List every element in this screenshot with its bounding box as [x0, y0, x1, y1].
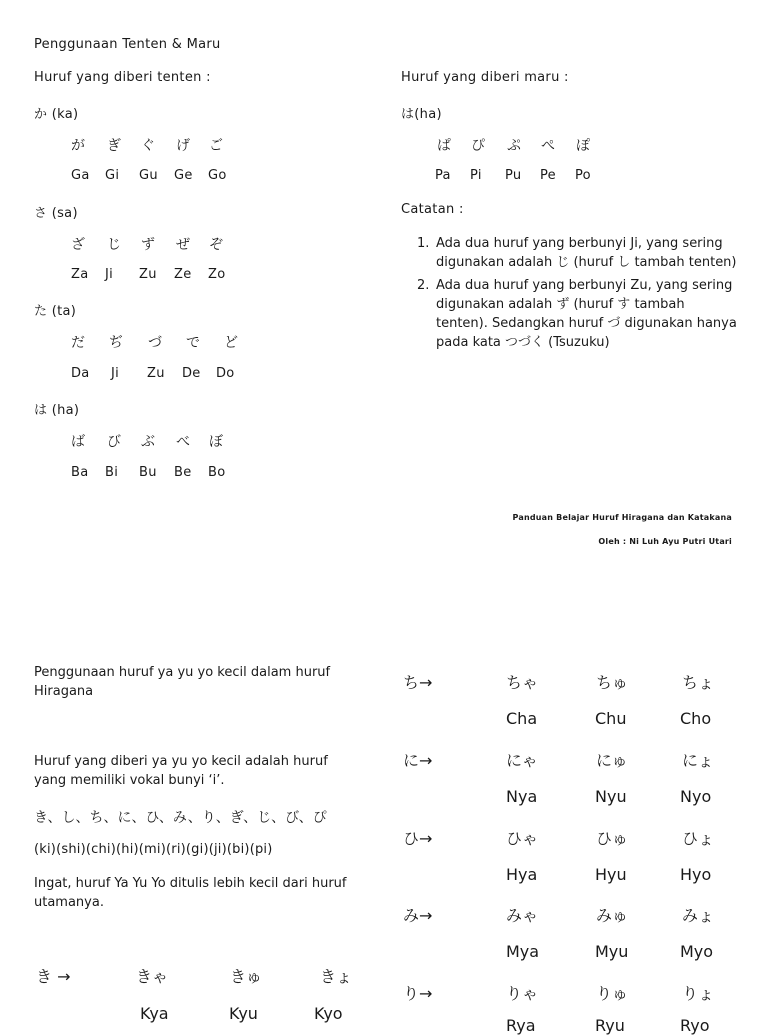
romaji-row — [0, 465, 400, 485]
yoon-kana: ちゅ — [596, 673, 629, 692]
yoon-kana: ひゃ — [506, 829, 539, 848]
romaji-row — [0, 168, 768, 188]
credit-title: Panduan Belajar Huruf Hiragana dan Katakana — [512, 513, 732, 522]
yoon-romaji: Ryo — [680, 1016, 710, 1035]
yoon-romaji: Nyo — [680, 787, 712, 806]
romaji-cell: Zu — [147, 366, 165, 381]
romaji-cell: Ji — [111, 366, 120, 381]
base-kana-arrow: ひ→ — [403, 829, 433, 848]
note-text: Ada dua huruf yang berbunyi Ji, yang sering digunakan adalah じ (huruf し tambah tenten) — [436, 236, 737, 270]
base-kana-arrow: き → — [36, 967, 71, 986]
yoon-romaji: Mya — [506, 942, 540, 961]
romaji-cell: Gi — [105, 168, 120, 183]
kana-cell: ぞ — [209, 237, 223, 253]
kana-row — [0, 234, 400, 254]
reminder-paragraph: Ingat, huruf Ya Yu Yo ditulis lebih kecil dari huruf utamanya. — [34, 876, 347, 910]
yoon-romaji: Cha — [506, 709, 538, 728]
base-kana-arrow: に→ — [403, 751, 433, 770]
yoon-kana: ひょ — [682, 829, 715, 848]
note-item — [417, 234, 737, 272]
yoon-romaji: Nyu — [595, 787, 627, 806]
romaji-cell: Ga — [71, 168, 90, 183]
romaji-cell: Go — [208, 168, 227, 183]
kana-cell: で — [186, 335, 200, 351]
romaji-cell: Bu — [139, 465, 157, 480]
yoon-kana: にょ — [682, 751, 714, 770]
notes-list — [417, 234, 737, 356]
yoon-kana: にゃ — [506, 751, 538, 770]
romaji-row — [0, 366, 400, 386]
kana-cell: ざ — [71, 237, 85, 253]
romaji-cell: Bo — [208, 465, 226, 480]
romaji-cell: Ze — [174, 267, 192, 282]
base-kana-arrow: み→ — [403, 906, 433, 925]
romaji-row — [0, 267, 400, 287]
kana-cell: ば — [71, 434, 85, 450]
romaji-cell: Do — [216, 366, 235, 381]
kana-cell: げ — [176, 138, 190, 154]
kana-row — [0, 431, 400, 451]
credit-author: Oleh : Ni Luh Ayu Putri Utari — [598, 537, 732, 546]
kana-cell: ぴ — [471, 138, 485, 154]
yoon-romaji: Nya — [506, 787, 538, 806]
kana-cell: だ — [71, 335, 85, 351]
romaji-cell: Be — [174, 465, 192, 480]
kana-cell: が — [71, 138, 85, 154]
note-number: 1. — [417, 236, 430, 251]
document-page-2 — [0, 640, 768, 1035]
yoon-romaji: Hyo — [680, 865, 712, 884]
yoon-romaji: Hya — [506, 865, 538, 884]
yoon-kana: にゅ — [596, 751, 628, 770]
tenten-heading: Huruf yang diberi tenten : — [34, 70, 211, 85]
romaji-cell: Ge — [174, 168, 193, 183]
kana-list: き、し、ち、に、ひ、み、り、ぎ、じ、び、ぴ — [34, 810, 327, 826]
kana-row — [0, 135, 768, 155]
kana-cell: ぷ — [507, 138, 521, 154]
romaji-cell: Zu — [139, 267, 157, 282]
romaji-cell: Zo — [208, 267, 226, 282]
yoon-kana: きゃ — [136, 967, 169, 986]
kana-cell: ぱ — [437, 138, 451, 154]
yoon-romaji: Hyu — [595, 865, 627, 884]
romaji-cell: Ji — [105, 267, 114, 282]
yoon-romaji: Kyo — [314, 1004, 343, 1023]
note-item — [417, 276, 737, 352]
kana-cell: ぶ — [141, 434, 155, 450]
base-kana-label: は(ha) — [401, 107, 442, 122]
kana-cell: ぽ — [576, 138, 590, 154]
romaji-cell: Da — [71, 366, 90, 381]
yoon-romaji: Cho — [680, 709, 712, 728]
yoon-kana: みょ — [682, 906, 715, 925]
kana-cell: ぜ — [176, 237, 190, 253]
note-number: 2. — [417, 278, 430, 293]
kana-row — [0, 332, 400, 352]
romaji-cell: Po — [575, 168, 591, 183]
kana-cell: ぐ — [141, 138, 155, 154]
romaji-cell: Za — [71, 267, 89, 282]
base-kana-arrow: ち→ — [403, 673, 433, 692]
yoon-kana: みゃ — [506, 906, 539, 925]
maru-heading: Huruf yang diberi maru : — [401, 70, 569, 85]
yoon-kana: きゅ — [230, 967, 263, 986]
notes-heading: Catatan : — [401, 202, 464, 217]
romaji-cell: Pe — [540, 168, 556, 183]
romaji-cell: De — [182, 366, 201, 381]
yoon-romaji: Myu — [595, 942, 629, 961]
kana-cell: ぺ — [541, 138, 555, 154]
yoon-romaji: Myo — [680, 942, 714, 961]
base-kana-arrow: り→ — [403, 984, 433, 1003]
yoon-kana: りょ — [682, 984, 715, 1003]
kana-cell: び — [107, 434, 121, 450]
yoon-romaji: Rya — [506, 1016, 536, 1035]
kana-cell: ず — [141, 237, 155, 253]
kana-cell: べ — [176, 434, 190, 450]
romaji-cell: Bi — [105, 465, 119, 480]
base-kana-label: は (ha) — [34, 403, 80, 418]
yoon-kana: りゅ — [596, 984, 629, 1003]
kana-cell: ぼ — [209, 434, 223, 450]
romaji-list: (ki)(shi)(chi)(hi)(mi)(ri)(gi)(ji)(bi)(pi) — [34, 842, 273, 857]
page-title: Penggunaan Tenten & Maru — [34, 37, 221, 52]
yoon-romaji: Kya — [140, 1004, 169, 1023]
yoon-romaji: Chu — [595, 709, 627, 728]
base-kana-label: か (ka) — [34, 107, 79, 122]
kana-cell: づ — [148, 335, 162, 351]
kana-cell: じ — [107, 237, 121, 253]
yoon-romaji: Kyu — [229, 1004, 258, 1023]
kana-cell: ご — [209, 138, 223, 154]
romaji-cell: Ba — [71, 465, 89, 480]
romaji-cell: Pi — [470, 168, 482, 183]
yoon-kana: りゃ — [506, 984, 539, 1003]
note-text: Ada dua huruf yang berbunyi Zu, yang sering digunakan adalah ず (huruf す tambah tenten). Sedangkan huruf づ digunakan hanya pada kata つづく (Tsuzuku) — [436, 278, 737, 350]
yoon-kana: ちょ — [682, 673, 715, 692]
yoon-kana: みゅ — [596, 906, 629, 925]
kana-cell: ど — [224, 335, 238, 351]
romaji-cell: Gu — [139, 168, 158, 183]
yoon-kana: ちゃ — [506, 673, 539, 692]
page-title: Penggunaan huruf ya yu yo kecil dalam huruf Hiragana — [34, 665, 331, 699]
yoon-romaji: Ryu — [595, 1016, 625, 1035]
base-kana-label: た (ta) — [34, 304, 77, 319]
yoon-kana: きょ — [320, 967, 353, 986]
kana-cell: ぢ — [109, 335, 123, 351]
kana-cell: ぎ — [107, 138, 121, 154]
base-kana-label: さ (sa) — [34, 206, 78, 221]
romaji-cell: Pa — [435, 168, 451, 183]
yoon-kana: ひゅ — [596, 829, 629, 848]
romaji-cell: Pu — [505, 168, 522, 183]
intro-paragraph: Huruf yang diberi ya yu yo kecil adalah huruf yang memiliki vokal bunyi ‘i’. — [34, 754, 328, 788]
